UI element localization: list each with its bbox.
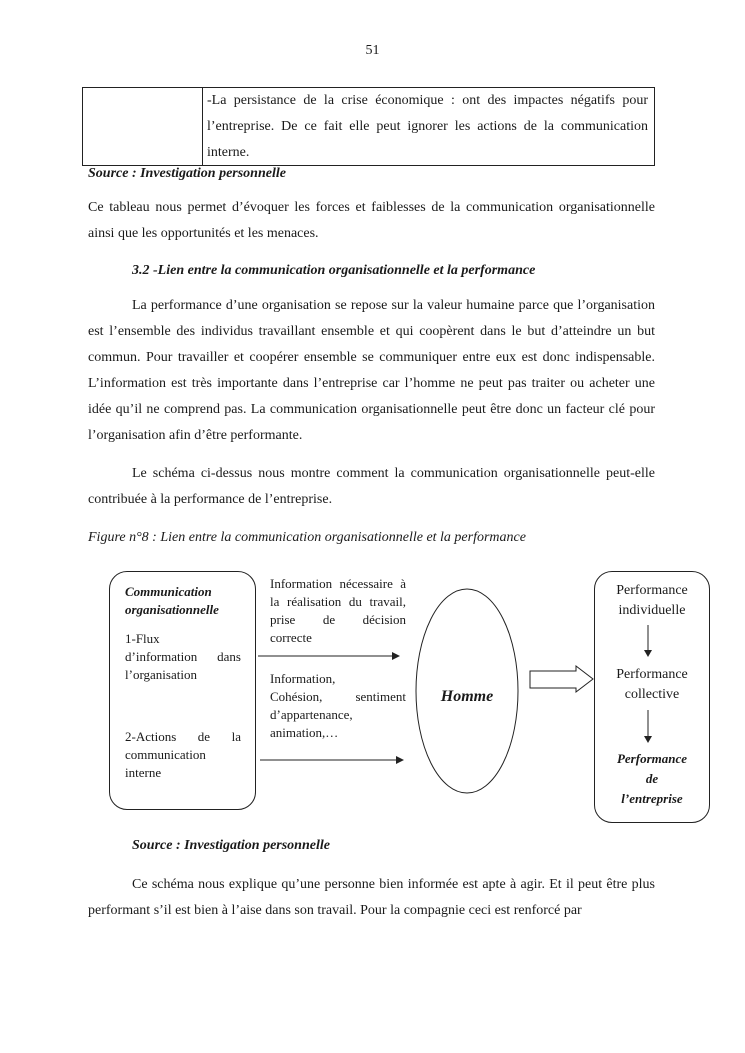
arrow2-label-3: d’appartenance, (270, 707, 353, 722)
paragraph-schema-explanation: Ce schéma nous explique qu’une personne bien informée est apte à agir. Et il peut être plus performant s’il est bien à l’aise dans son travail. Pour la compagnie ceci est renforcé par (88, 877, 655, 918)
arrow2-label-2: Cohésion, sentiment (270, 689, 406, 704)
arrow1-label-4: correcte (270, 630, 312, 645)
arrow1-label-1: Information nécessaire à (270, 576, 406, 591)
actions-line-2: communication (125, 747, 206, 762)
homme-label: Homme (440, 688, 494, 705)
figure-caption: Figure n°8 : Lien entre la communication organisationnelle et la performance (88, 530, 526, 545)
paragraph-table-summary: Ce tableau nous permet d’évoquer les forces et faiblesses de la communication organisationnelle ainsi que les opportunités et les menaces. (88, 200, 655, 241)
arrow2-label-1: Information, (270, 671, 336, 686)
perf-entreprise-1: Performance (616, 751, 688, 766)
perf-individual-2: individuelle (618, 603, 686, 618)
perf-entreprise-3: l’entreprise (621, 791, 683, 806)
arrow1-label-3: prise de décision (270, 612, 406, 627)
actions-line-1: 2-Actions de la (125, 729, 241, 744)
section-heading: 3.2 -Lien entre la communication organisationnelle et la performance (132, 263, 536, 278)
table-cell-threats: -La persistance de la crise économique : ont des impactes négatifs pour l’entreprise. De ce fait elle peut ignorer les actions de la communication interne. (207, 93, 648, 160)
perf-entreprise-2: de (645, 771, 659, 786)
flux-line-1: 1-Flux (125, 631, 160, 646)
actions-line-3: interne (125, 765, 162, 780)
flux-line-3: l’organisation (125, 667, 197, 682)
page-number: 51 (365, 43, 380, 58)
flux-line-2: d’information dans (125, 649, 241, 664)
communication-title-1: Communication (125, 584, 212, 599)
perf-individual-1: Performance (616, 583, 688, 598)
arrow2-label-4: animation,… (270, 725, 339, 740)
perf-collective-1: Performance (616, 667, 688, 682)
perf-collective-2: collective (624, 687, 680, 702)
figure-source: Source : Investigation personnelle (132, 838, 330, 853)
communication-title-2: organisationnelle (125, 602, 219, 617)
table-source: Source : Investigation personnelle (88, 166, 286, 181)
paragraph-schema-intro: Le schéma ci-dessus nous montre comment la communication organisationnelle peut-elle contribuée à la performance de l’entreprise. (88, 466, 655, 507)
arrow1-label-2: la réalisation du travail, (270, 594, 406, 609)
paragraph-performance: La performance d’une organisation se repose sur la valeur humaine parce que l’organisation est l’ensemble des individus travaillant ensemble et qui coopèrent dans le but d’atteindre un but commun. Pour travailler et coopérer ensemble se communiquer entre eux est donc indispensable. L’information est très importante dans l’entreprise car l’homme ne peut pas traiter ou acheter une idée qu’il ne comprend pas. La communication organisationnelle peut être donc un facteur clé pour l’organisation afin d’être performante. (88, 298, 655, 443)
